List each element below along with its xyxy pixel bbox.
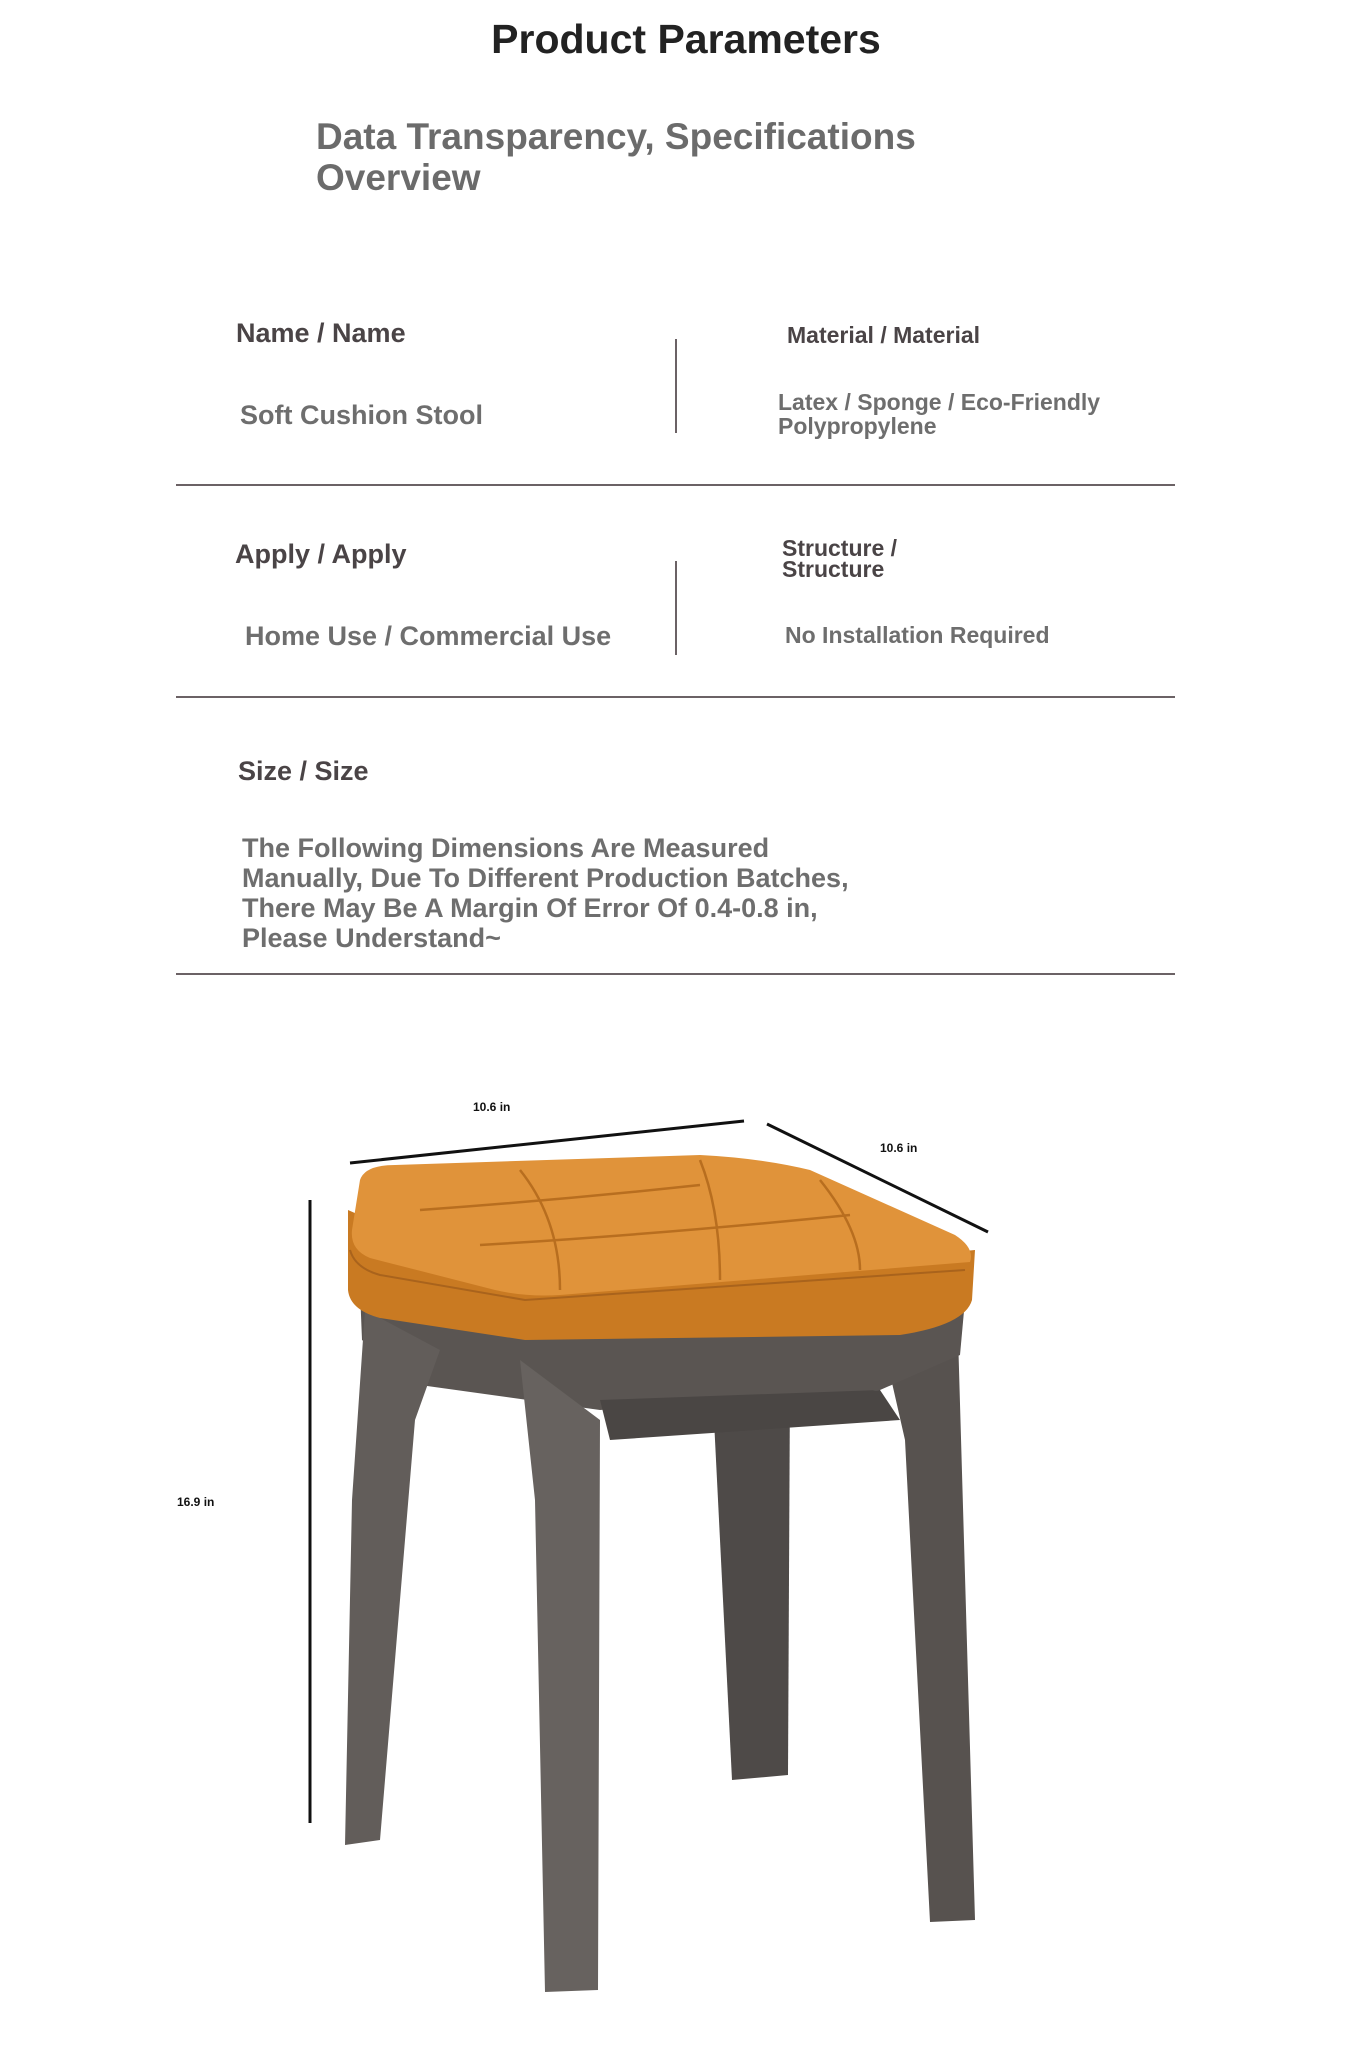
page-title: Product Parameters (491, 16, 881, 62)
apply-value: Home Use / Commercial Use (245, 621, 612, 651)
name-label: Name / Name (236, 318, 406, 348)
size-label: Size / Size (238, 756, 369, 786)
depth-dimension-label: 10.6 in (880, 1141, 918, 1155)
height-dimension-label: 16.9 in (177, 1495, 215, 1509)
name-value: Soft Cushion Stool (240, 400, 483, 430)
structure-label: Structure / Structure (782, 535, 898, 582)
structure-value: No Installation Required (785, 622, 1050, 648)
apply-label: Apply / Apply (235, 539, 407, 569)
size-note: The Following Dimensions Are Measured Manually, Due To Different Production Batches, There May Be A Margin Of Error Of 0.4-0.8 in, Please Understand~ (242, 833, 849, 953)
page-subtitle: Data Transparency, Specifications Overview (316, 116, 916, 198)
front-right-leg (520, 1360, 600, 1992)
material-value: Latex / Sponge / Eco-Friendly Polypropylene (778, 389, 1101, 439)
width-dimension-label: 10.6 in (473, 1100, 511, 1114)
material-label: Material / Material (787, 322, 981, 348)
front-left-leg (345, 1310, 440, 1845)
back-left-leg (712, 1380, 790, 1780)
